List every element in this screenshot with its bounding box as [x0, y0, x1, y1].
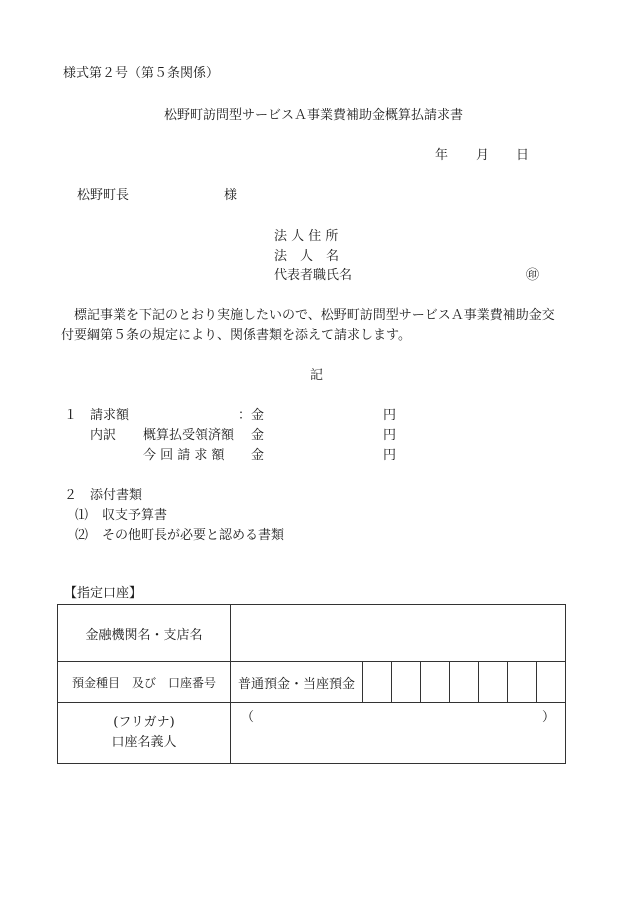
applicant-rep-label: 代表者職氏名 [274, 268, 353, 283]
account-holder-field[interactable] [231, 703, 566, 764]
account-type-value[interactable]: 普通預金・当座預金 [231, 662, 363, 703]
section1-kin: ：金 [238, 408, 265, 423]
date-day: 日 [516, 148, 530, 163]
section2-label: 添付書類 [90, 488, 143, 503]
addressee-name: 松野町長 [77, 188, 130, 203]
breakdown-label: 内訳 [90, 428, 117, 443]
account-number-digit[interactable] [537, 662, 566, 703]
date-year: 年 [435, 148, 449, 163]
account-number-digit[interactable] [479, 662, 508, 703]
body-text-line2: 付要綱第５条の規定により、関係書類を添えて請求します。 [61, 328, 411, 343]
account-number-digit[interactable] [450, 662, 479, 703]
account-number-digit[interactable] [421, 662, 450, 703]
seal-mark: ㊞ [526, 268, 540, 283]
attachment-1-num: ⑴ [75, 508, 89, 523]
account-heading: 【指定口座】 [64, 586, 143, 601]
bank-name-field[interactable] [231, 605, 566, 662]
row2-label: 今 回 請 求 額 [143, 448, 225, 463]
account-holder-label-cell [58, 703, 231, 764]
date-month: 月 [476, 148, 490, 163]
row2-kin: 金 [251, 448, 265, 463]
form-id: 様式第２号（第５条関係） [63, 66, 220, 81]
section2-number: ２ [64, 488, 78, 503]
section1-yen: 円 [383, 408, 397, 423]
applicant-name-label: 法 人 名 [274, 249, 340, 264]
applicant-address-label: 法 人 住 所 [274, 229, 339, 244]
account-number-digit[interactable] [363, 662, 392, 703]
bank-name-label: 金融機関名・支店名 [58, 605, 231, 662]
row1-yen: 円 [383, 428, 397, 443]
document-title: 松野町訪問型サービスＡ事業費補助金概算払請求書 [164, 108, 464, 123]
furigana-paren-close: ） [541, 710, 555, 725]
furigana-paren-open: （ [241, 710, 255, 725]
row1-kin: 金 [251, 428, 265, 443]
account-number-digit[interactable] [508, 662, 537, 703]
row1-label: 概算払受領済額 [143, 428, 235, 443]
account-table [57, 604, 566, 764]
attachment-1-text: 収支予算書 [102, 508, 168, 523]
account-holder-label: 口座名義人 [111, 735, 177, 750]
attachment-2-num: ⑵ [75, 528, 89, 543]
section1-number: １ [64, 408, 78, 423]
ki-heading: 記 [310, 368, 324, 383]
section1-label: 請求額 [90, 408, 130, 423]
furigana-label: (フリガナ) [113, 715, 175, 730]
addressee-honorific: 様 [224, 188, 238, 203]
account-number-digit[interactable] [392, 662, 421, 703]
attachment-2-text: その他町長が必要と認める書類 [102, 528, 285, 543]
account-type-label: 預金種目 及び 口座番号 [58, 662, 231, 703]
row2-yen: 円 [383, 448, 397, 463]
body-text-line1: 標記事業を下記のとおり実施したいので、松野町訪問型サービスＡ事業費補助金交 [61, 308, 555, 323]
